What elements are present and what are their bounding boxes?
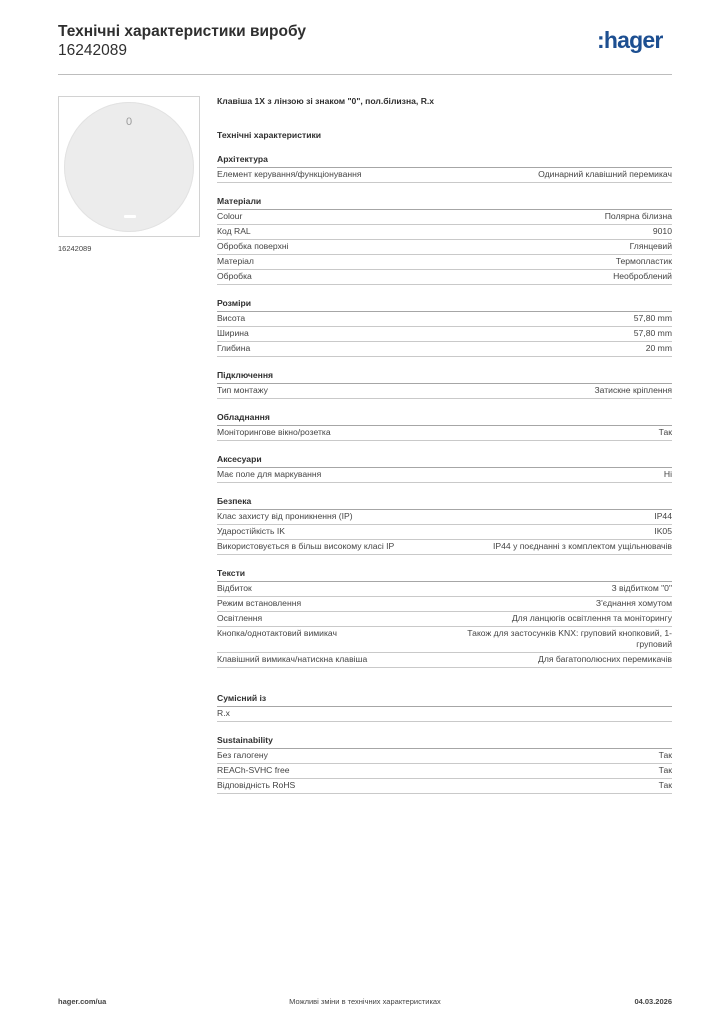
spec-label: Ударостійкість IK bbox=[217, 526, 285, 536]
rocker-disc-icon bbox=[64, 102, 194, 232]
section-title: Безпека bbox=[217, 496, 672, 510]
spec-label: Обробка поверхні bbox=[217, 241, 289, 251]
spec-row bbox=[217, 270, 672, 285]
product-name: Клавіша 1X з лінзою зі знаком "0", пол.білизна, R.x bbox=[217, 96, 435, 106]
spec-value: Затискне кріплення bbox=[594, 385, 672, 395]
spec-section bbox=[217, 454, 672, 483]
spec-label: Елемент керування/функціонування bbox=[217, 169, 362, 179]
spec-label: Глибина bbox=[217, 343, 251, 353]
spec-row bbox=[217, 255, 672, 270]
spec-value: Полярна білизна bbox=[604, 211, 672, 221]
spec-section bbox=[217, 735, 672, 794]
spec-row bbox=[217, 225, 672, 240]
spec-row bbox=[217, 210, 672, 225]
footer-website: hager.com/ua bbox=[58, 997, 107, 1006]
header-divider bbox=[58, 74, 672, 75]
spec-value: Також для застосунків KNX: груповий кнопковий, 1-груповий bbox=[467, 628, 672, 649]
section-title: Аксесуари bbox=[217, 454, 672, 468]
spec-row bbox=[217, 764, 672, 779]
spec-row bbox=[217, 468, 672, 483]
spec-section bbox=[217, 412, 672, 441]
spec-label: Використовується в більш високому класі IP bbox=[217, 541, 395, 551]
spec-row bbox=[217, 627, 672, 653]
spec-label: Тип монтажу bbox=[217, 385, 268, 395]
spec-value: Так bbox=[658, 780, 672, 790]
spec-value: 57,80 mm bbox=[633, 313, 672, 323]
spec-value: Для багатополюсних перемикачів bbox=[538, 654, 672, 664]
spec-label: Клавішний вимикач/натискна клавіша bbox=[217, 654, 368, 664]
spec-row bbox=[217, 384, 672, 399]
spec-row bbox=[217, 240, 672, 255]
spec-label: Colour bbox=[217, 211, 243, 221]
spec-label: Відповідність RoHS bbox=[217, 780, 296, 790]
spec-value: Так bbox=[658, 427, 672, 437]
hager-logo: :hager bbox=[597, 27, 663, 53]
product-image bbox=[58, 96, 200, 237]
spec-value: З відбитком "0" bbox=[611, 583, 672, 593]
product-number: 16242089 bbox=[58, 42, 127, 59]
spec-value: Ні bbox=[663, 469, 672, 479]
spec-row bbox=[217, 510, 672, 525]
spec-label: Висота bbox=[217, 313, 246, 323]
spec-value: IP44 у поєднанні з комплектом ущільнювачів bbox=[493, 541, 672, 551]
spec-section bbox=[217, 154, 672, 183]
spec-section bbox=[217, 496, 672, 555]
product-image-caption: 16242089 bbox=[58, 244, 92, 253]
spec-value: 9010 bbox=[652, 226, 672, 236]
spec-label: REACh-SVHC free bbox=[217, 765, 290, 775]
spec-row bbox=[217, 612, 672, 627]
section-title: Sustainability bbox=[217, 735, 672, 749]
spec-section bbox=[217, 196, 672, 285]
spec-sections bbox=[217, 154, 672, 794]
spec-row bbox=[217, 168, 672, 183]
section-title: Тексти bbox=[217, 568, 672, 582]
spec-label: Моніторингове вікно/розетка bbox=[217, 427, 331, 437]
section-title: Підключення bbox=[217, 370, 672, 384]
section-title: Сумісний із bbox=[217, 693, 672, 707]
spec-row bbox=[217, 312, 672, 327]
page-footer bbox=[58, 997, 672, 1009]
spec-row bbox=[217, 342, 672, 357]
document-header bbox=[58, 22, 306, 60]
footer-disclaimer: Можливі зміни в технічних характеристиках bbox=[289, 997, 441, 1006]
spec-content bbox=[217, 96, 672, 794]
spec-value: 57,80 mm bbox=[633, 328, 672, 338]
spec-row bbox=[217, 426, 672, 441]
spec-value: З'єднання хомутом bbox=[595, 598, 672, 608]
spec-label: Має поле для маркування bbox=[217, 469, 322, 479]
spec-label: Обробка bbox=[217, 271, 252, 281]
spec-row bbox=[217, 327, 672, 342]
spec-row bbox=[217, 540, 672, 555]
spec-value: Глянцевий bbox=[629, 241, 672, 251]
spec-value: Необроблений bbox=[613, 271, 672, 281]
spec-value: Одинарний клавішний перемикач bbox=[538, 169, 672, 179]
spec-value: Так bbox=[658, 750, 672, 760]
spec-label: Режим встановлення bbox=[217, 598, 302, 608]
section-title: Архітектура bbox=[217, 154, 672, 168]
section-title: Матеріали bbox=[217, 196, 672, 210]
spec-section bbox=[217, 370, 672, 399]
spec-row bbox=[217, 653, 672, 668]
spec-row bbox=[217, 779, 672, 794]
zero-symbol-icon: 0 bbox=[125, 116, 133, 128]
lens-window-icon bbox=[124, 215, 136, 218]
spec-value: Для ланцюгів освітлення та моніторингу bbox=[511, 613, 672, 623]
spec-row bbox=[217, 582, 672, 597]
section-title: Розміри bbox=[217, 298, 672, 312]
spec-label: Кнопка/однотактовий вимикач bbox=[217, 628, 337, 638]
spec-label: Ширина bbox=[217, 328, 249, 338]
spec-value: 20 mm bbox=[645, 343, 672, 353]
spec-label: Матеріал bbox=[217, 256, 254, 266]
spec-label: R.x bbox=[217, 708, 230, 718]
page-title: Технічні характеристики виробу bbox=[58, 23, 306, 40]
spec-value: Термопластик bbox=[615, 256, 672, 266]
spec-heading: Технічні характеристики bbox=[217, 130, 322, 140]
section-title: Обладнання bbox=[217, 412, 672, 426]
spec-value: Так bbox=[658, 765, 672, 775]
spec-label: Відбиток bbox=[217, 583, 252, 593]
spec-row bbox=[217, 525, 672, 540]
spec-row bbox=[217, 749, 672, 764]
spec-value: IP44 bbox=[654, 511, 672, 521]
spec-row bbox=[217, 597, 672, 612]
spec-section bbox=[217, 298, 672, 357]
spec-section bbox=[217, 568, 672, 668]
spec-label: Без галогену bbox=[217, 750, 268, 760]
spec-row bbox=[217, 707, 672, 722]
spec-section bbox=[217, 693, 672, 722]
footer-date: 04.03.2026 bbox=[634, 997, 672, 1006]
spec-label: Клас захисту від проникнення (IP) bbox=[217, 511, 353, 521]
spec-label: Освітлення bbox=[217, 613, 263, 623]
spec-label: Код RAL bbox=[217, 226, 251, 236]
spec-value: IK05 bbox=[654, 526, 672, 536]
